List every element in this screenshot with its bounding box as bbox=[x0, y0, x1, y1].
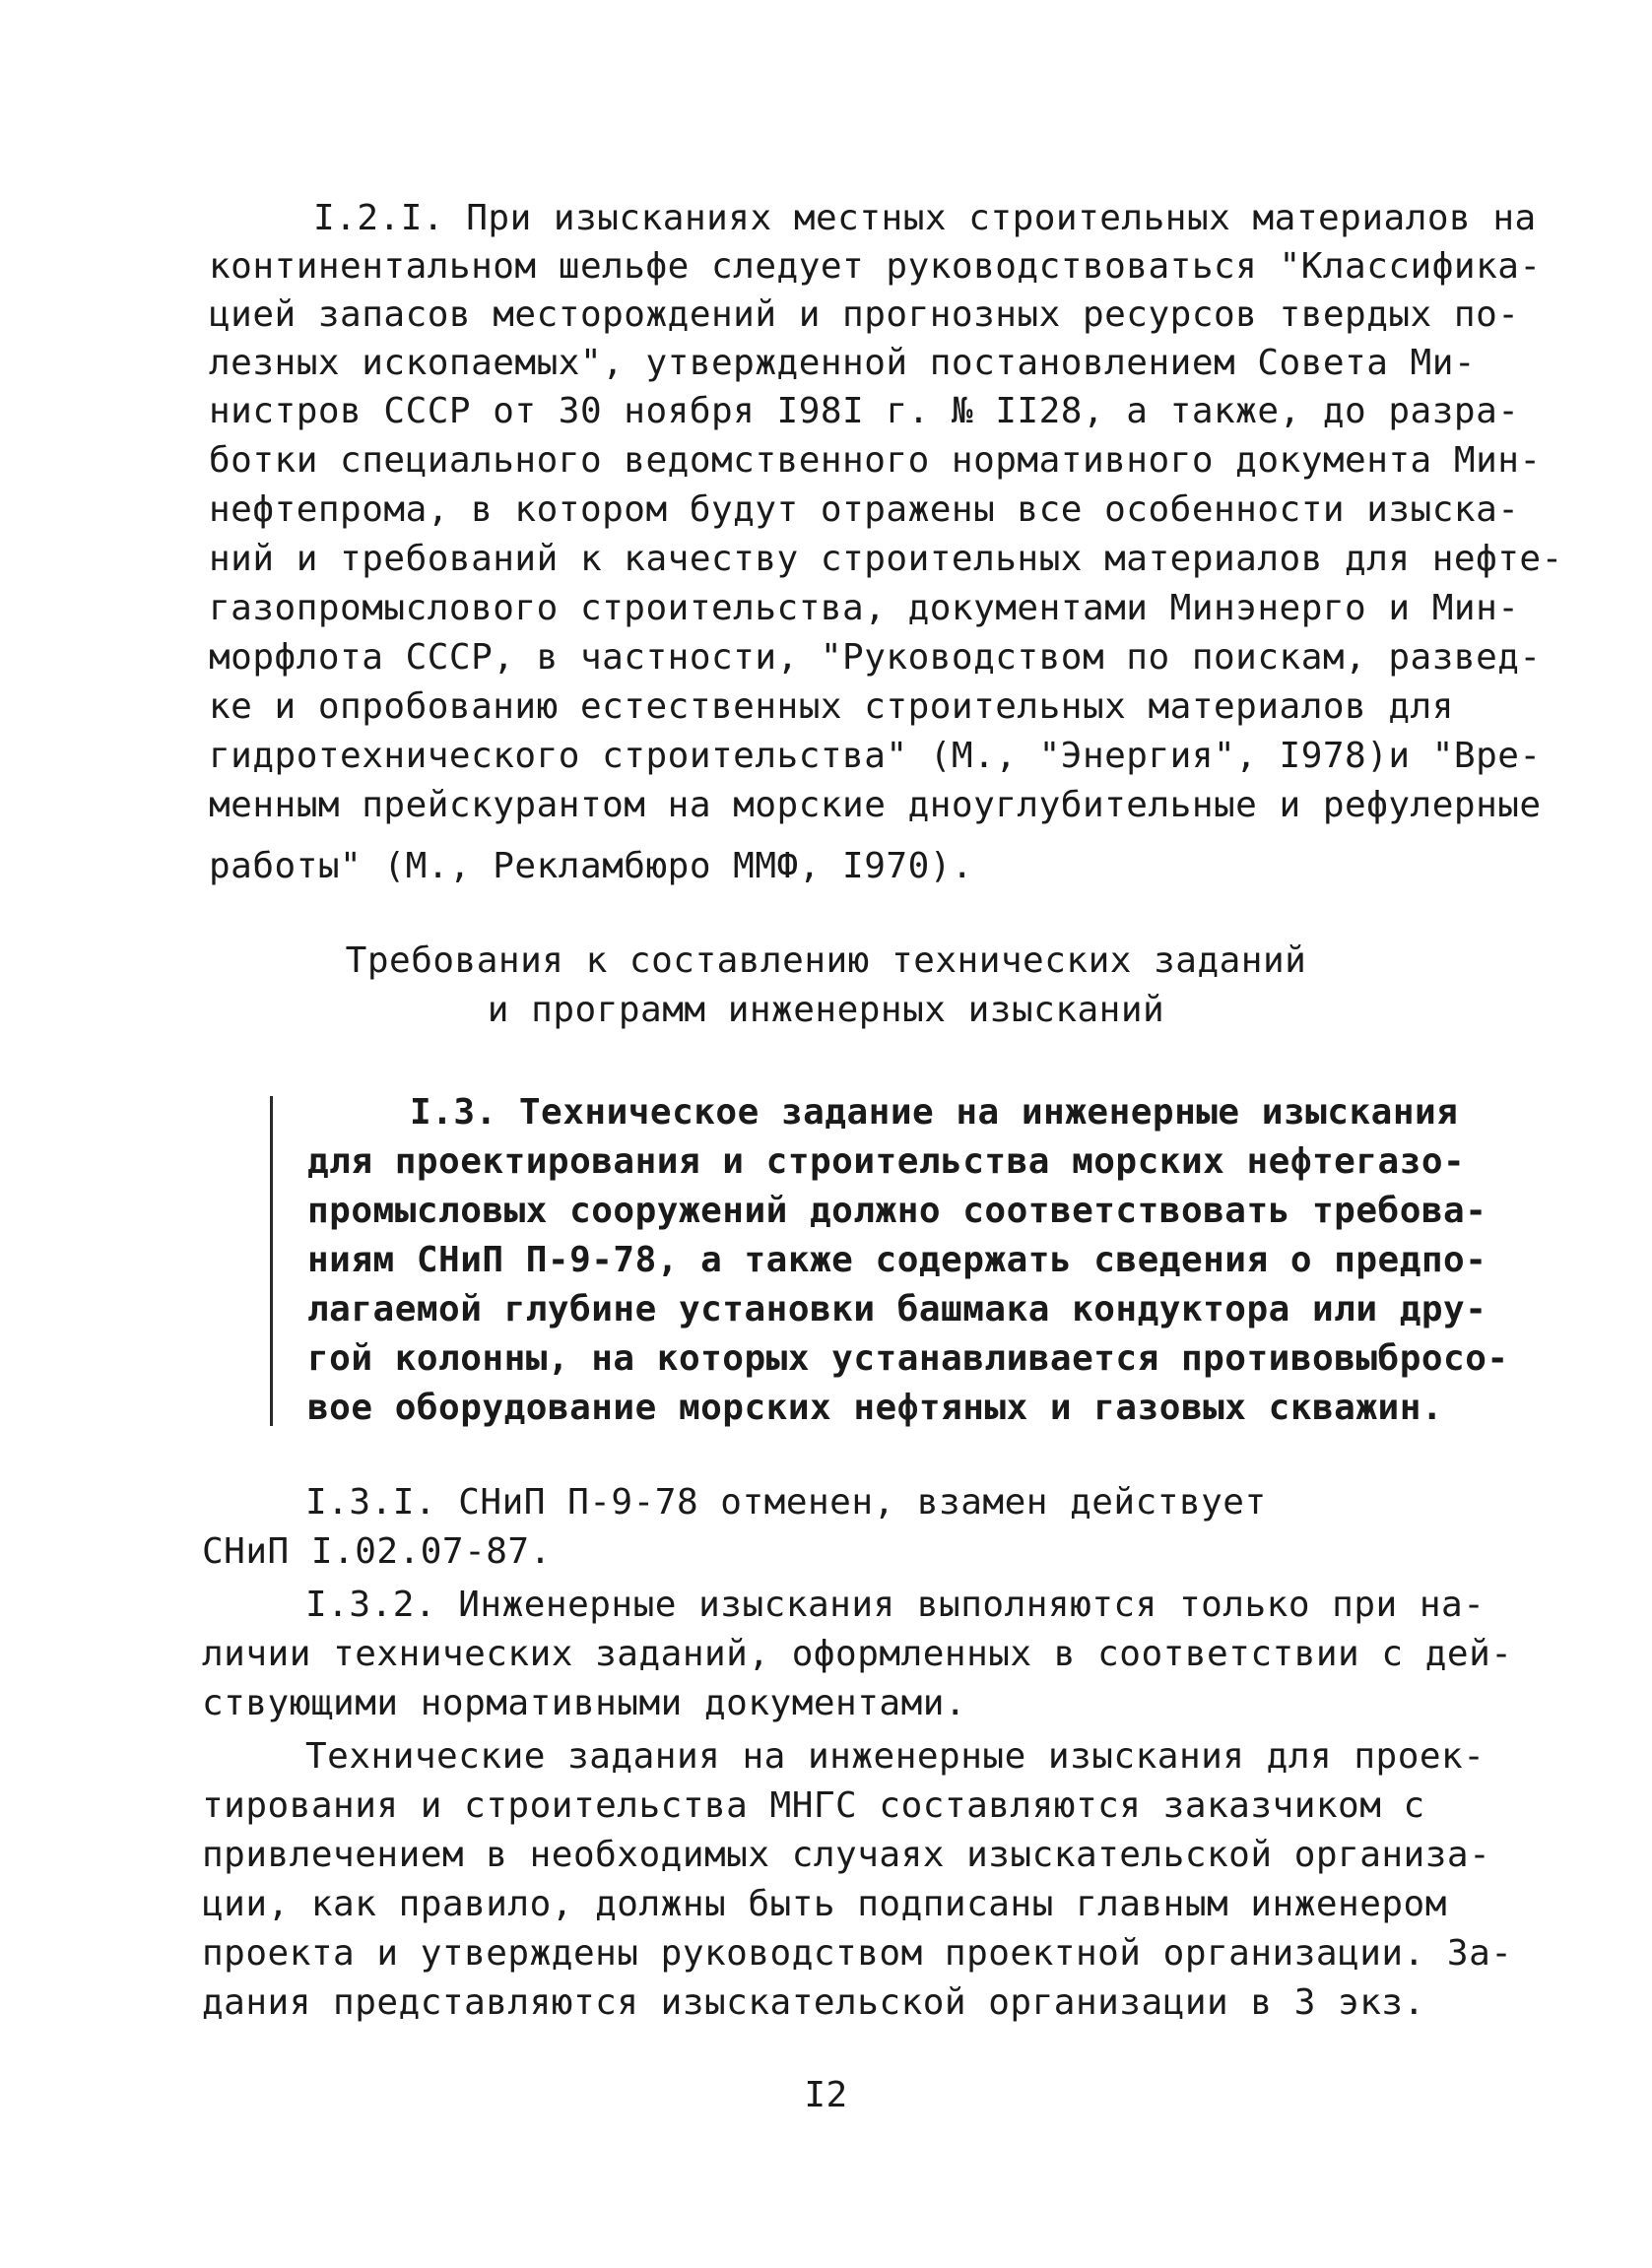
heading-line: Требования к составлению технических заданий bbox=[345, 940, 1307, 981]
text-line: тирования и строительства МНГС составляются заказчиком с bbox=[202, 1785, 1425, 1826]
text-line: ке и опробованию естественных строительных материалов для bbox=[209, 686, 1454, 727]
text-line: гидротехнического строительства" (М., "Энергия", I978)и "Вре- bbox=[209, 736, 1542, 776]
margin-change-bar bbox=[270, 1096, 273, 1426]
text-line: нефтепрома, в котором будут отражены все особенности изыска- bbox=[209, 489, 1520, 530]
text-line: лезных ископаемых", утвержденной постановлением Совета Ми- bbox=[209, 343, 1477, 383]
text-line: вое оборудование морских нефтяных и газовых скважин. bbox=[307, 1388, 1444, 1428]
heading-line: и программ инженерных изысканий bbox=[487, 990, 1165, 1030]
text-line: гой колонны, на которых устанавливается противовыбросо- bbox=[307, 1338, 1509, 1379]
text-line: цией запасов месторождений и прогнозных ресурсов твердых по- bbox=[209, 294, 1520, 335]
text-line: ствующими нормативными документами. bbox=[202, 1683, 967, 1723]
text-line: газопромыслового строительства, документами Минэнерго и Мин- bbox=[209, 588, 1520, 628]
text-line: I.2.I. При изысканиях местных строительных материалов на bbox=[313, 198, 1537, 238]
text-line: ниям СНиП П-9-78, а также содержать сведения о предпо- bbox=[307, 1240, 1487, 1280]
text-line: I.3.2. Инженерные изыскания выполняются только при на- bbox=[305, 1585, 1486, 1625]
text-line: ции, как правило, должны быть подписаны главным инженером bbox=[202, 1884, 1447, 1924]
text-line: для проектирования и строительства морских нефтегазо- bbox=[307, 1141, 1466, 1182]
text-line: личии технических заданий, оформленных в соответствии с дей- bbox=[202, 1634, 1513, 1674]
text-line: СНиП I.02.07-87. bbox=[202, 1531, 552, 1572]
text-line: нистров СССР от 30 ноября I98I г. № II28, а также, до разра- bbox=[209, 391, 1520, 431]
text-line: континентальном шельфе следует руководствоваться "Классифика- bbox=[209, 246, 1542, 287]
text-line: промысловых сооружений должно соответствовать требова- bbox=[307, 1191, 1487, 1231]
text-line: ний и требований к качеству строительных материалов для нефте- bbox=[209, 539, 1563, 579]
text-line: морфлота СССР, в частности, "Руководством по поискам, развед- bbox=[209, 637, 1542, 678]
text-line: ботки специального ведомственного нормативного документа Мин- bbox=[209, 440, 1542, 481]
text-line: дания представляются изыскательской организации в 3 экз. bbox=[202, 1982, 1425, 2023]
text-line: лагаемой глубине установки башмака кондуктора или дру- bbox=[307, 1289, 1487, 1329]
text-line: проекта и утверждены руководством проектной организации. За- bbox=[202, 1933, 1513, 1974]
text-line: менным прейскурантом на морские дноуглубительные и рефулерные bbox=[209, 785, 1542, 825]
text-line: I.3. Техническое задание на инженерные изыскания bbox=[410, 1092, 1459, 1133]
text-line: привлечением в необходимых случаях изыскательской организа- bbox=[202, 1835, 1491, 1875]
text-line: I.3.I. СНиП П-9-78 отменен, взамен действует bbox=[305, 1482, 1267, 1523]
text-line: Технические задания на инженерные изыскания для проек- bbox=[305, 1736, 1486, 1777]
page-number: I2 bbox=[804, 2075, 848, 2115]
text-line: работы" (М., Рекламбюро ММФ, I970). bbox=[209, 846, 974, 886]
